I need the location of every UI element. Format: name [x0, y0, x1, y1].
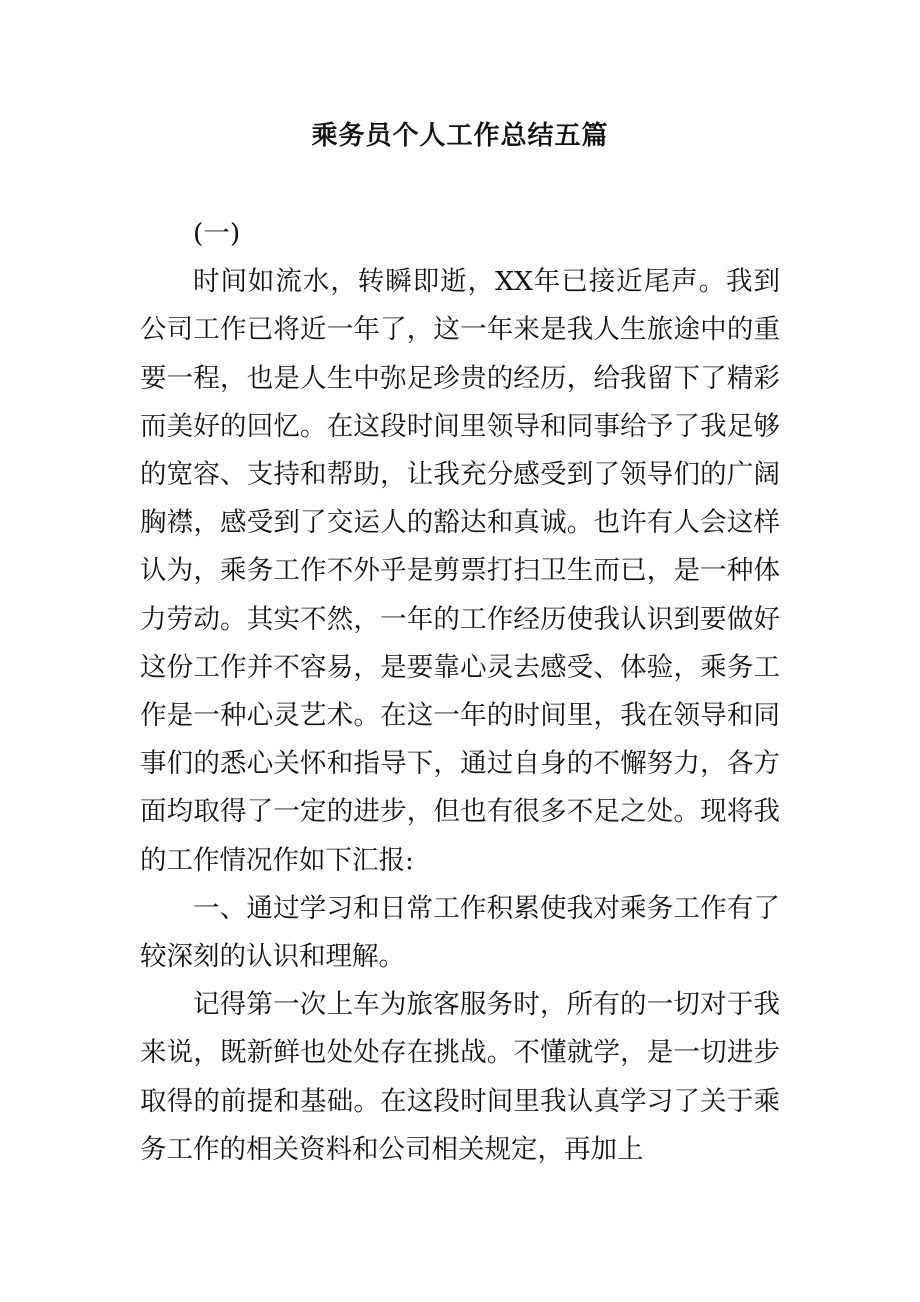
paragraph: 一、通过学习和日常工作积累使我对乘务工作有了较深刻的认识和理解。 [140, 892, 780, 973]
paragraph: 时间如流水，转瞬即逝，XX年已接近尾声。我到公司工作已将近一年了，这一年来是我人生旅途中的重要一程，也是人生中弥足珍贵的经历，给我留下了精彩而美好的回忆。在这段时间里领导和同事给予了我足够的宽容、支持和帮助，让我充分感受到了领导们的广阔胸襟，感受到了交运人的豁达和真诚。也许有人会这样认为，乘务工作不外乎是剪票打扫卫生而已，是一种体力劳动。其实不然，一年的工作经历使我认识到要做好这份工作并不容易，是要靠心灵去感受、体验，乘务工作是一种心灵艺术。在这一年的时间里，我在领导和同事们的悉心关怀和指导下，通过自身的不懈努力，各方面均取得了一定的进步，但也有很多不足之处。现将我的工作情况作如下汇报: [140, 266, 780, 876]
section-marker: (一) [193, 218, 241, 249]
document-title: 乘务员个人工作总结五篇 [311, 121, 609, 151]
paragraph: 记得第一次上车为旅客服务时，所有的一切对于我来说，既新鲜也处处存在挑战。不懂就学，是一切进步取得的前提和基础。在这段时间里我认真学习了关于乘务工作的相关资料和公司相关规定，再加上 [140, 989, 780, 1165]
document-body [140, 210, 780, 1174]
